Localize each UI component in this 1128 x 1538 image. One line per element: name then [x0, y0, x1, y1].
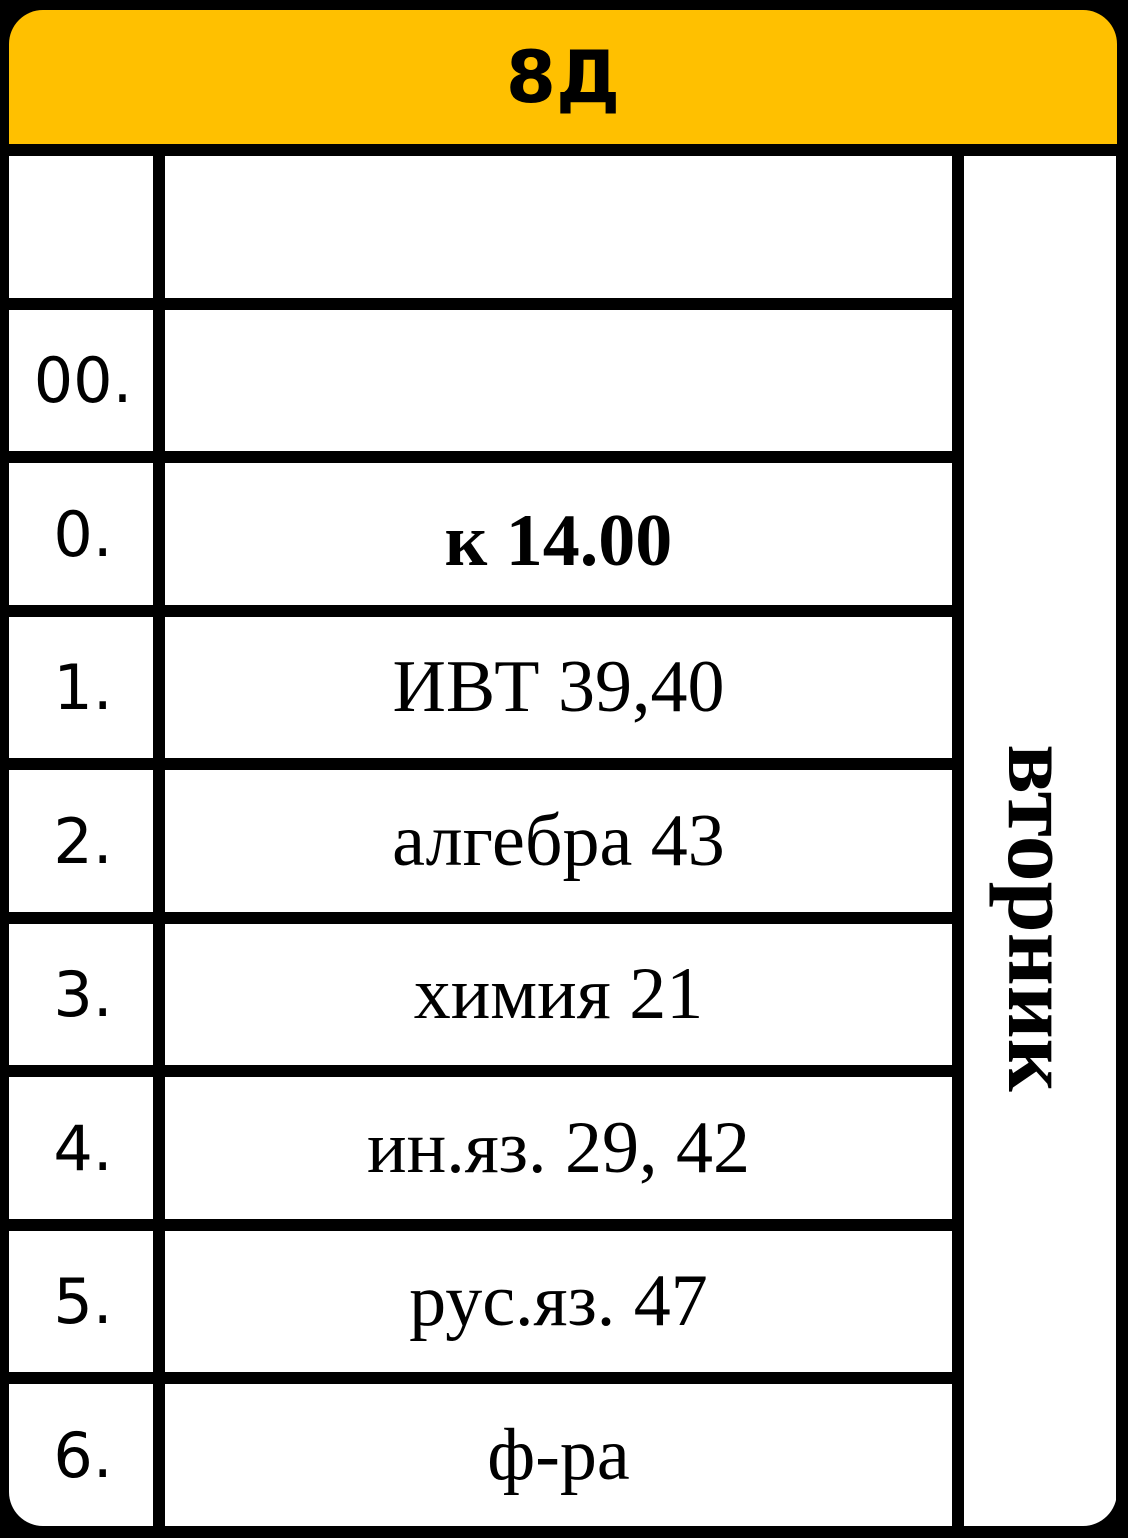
lesson-number: 00. — [9, 310, 153, 451]
lesson-number: 6. — [9, 1384, 153, 1526]
lesson-number: 0. — [9, 463, 153, 605]
lesson-subject: алгебра 43 — [165, 770, 952, 912]
lesson-number: 4. — [9, 1077, 153, 1219]
class-header — [9, 10, 1117, 144]
lesson-number: 3. — [9, 924, 153, 1065]
lesson-subject: к 14.00 — [165, 463, 952, 605]
lesson-subject: рус.яз. 47 — [165, 1231, 952, 1372]
lesson-subject: химия 21 — [165, 924, 952, 1065]
lesson-number: 1. — [9, 617, 153, 758]
lesson-subject: ф-ра — [165, 1384, 952, 1526]
lesson-number: 5. — [9, 1231, 153, 1372]
lesson-number: 2. — [9, 770, 153, 912]
lesson-subject — [165, 310, 952, 451]
lesson-number — [9, 156, 153, 298]
lesson-subject — [165, 156, 952, 298]
day-label: вторник — [989, 744, 1091, 1092]
day-column — [964, 156, 1116, 1526]
class-name: 8Д — [505, 35, 621, 119]
lesson-subject: ин.яз. 29, 42 — [165, 1077, 952, 1219]
lesson-subject: ИВТ 39,40 — [165, 617, 952, 758]
schedule-card — [9, 10, 1117, 1526]
